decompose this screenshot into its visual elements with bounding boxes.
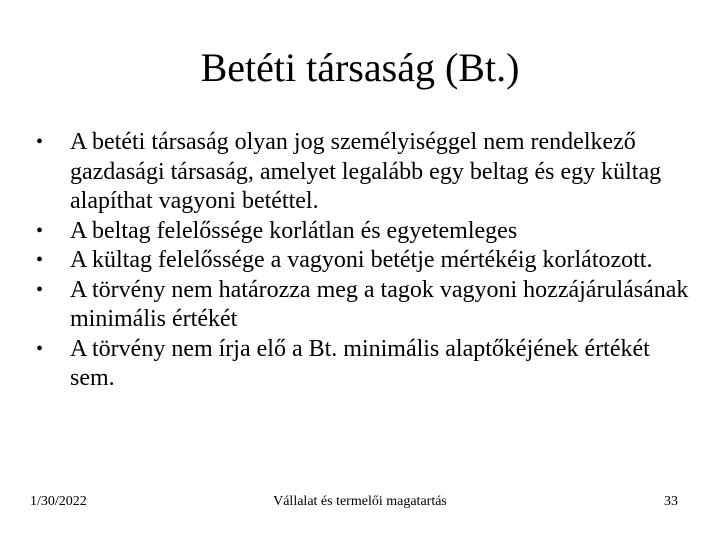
bullet-text: A kültag felelőssége a vagyoni betétje mértékéig korlátozott. — [70, 247, 653, 273]
bullet-item — [36, 335, 696, 394]
bullet-list — [36, 128, 696, 394]
bullet-icon: • — [36, 278, 44, 301]
bullet-icon: • — [36, 131, 44, 153]
bullet-text: A törvény nem írja elő a Bt. minimális alaptőkéjének értékét sem. — [70, 335, 650, 391]
bullet-text: A törvény nem határozza meg a tagok vagyoni hozzájárulásának minimális értékét — [70, 276, 689, 332]
footer-title: Vállalat és termelői magatartás — [273, 494, 447, 509]
bullet-icon: • — [36, 249, 44, 271]
slide-title: Betéti társaság (Bt.) — [200, 45, 520, 90]
page-number: 33 — [664, 494, 678, 509]
bullet-item — [36, 276, 696, 335]
bullet-text: A betéti társaság olyan jog személyiséggel nem rendelkező gazdasági társaság, amelyet legalább egy beltag és egy kültag alapíthat vagyoni betéttel. — [70, 129, 662, 214]
bullet-text: A beltag felelőssége korlátlan és egyetemleges — [70, 217, 518, 244]
bullet-icon: • — [36, 337, 44, 360]
bullet-item — [36, 128, 696, 217]
footer-date: 1/30/2022 — [30, 494, 87, 509]
bullet-item — [36, 217, 696, 247]
bullet-item — [36, 246, 696, 276]
bullet-icon: • — [36, 219, 44, 242]
